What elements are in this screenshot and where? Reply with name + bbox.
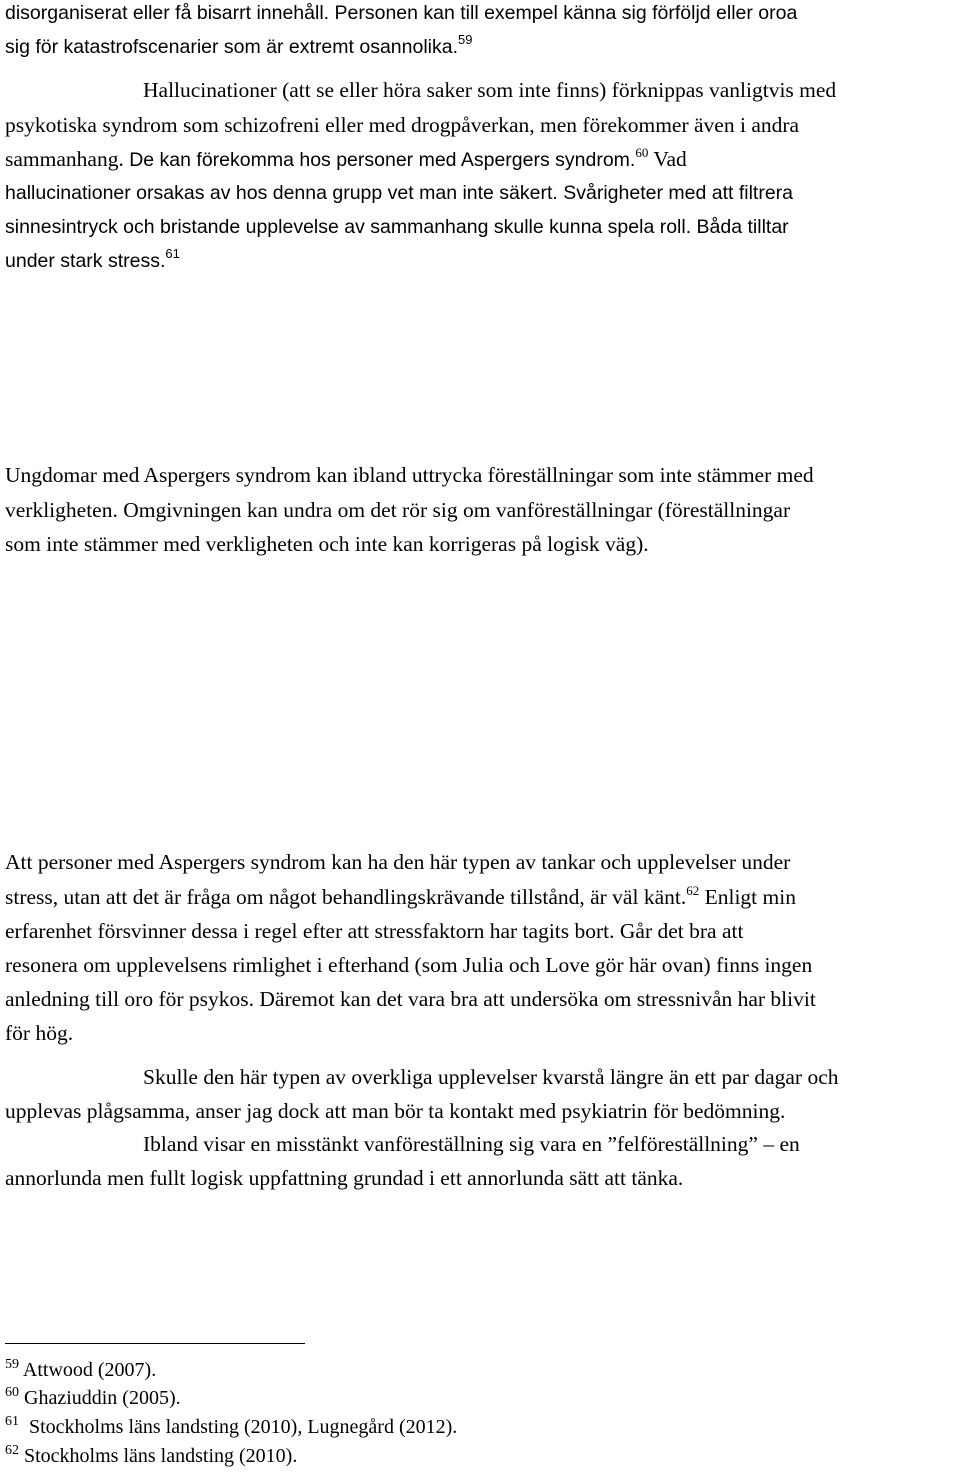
body-line: upplevas plågsamma, anser jag dock att man bör ta kontakt med psykiatrin för bedömning. (5, 1099, 786, 1123)
body-line (5, 884, 796, 913)
footnote-number: 61 (5, 1414, 19, 1429)
body-line: Hallucinationer (att se eller höra saker som inte finns) förknippas vanligtvis med (143, 78, 837, 102)
body-line (5, 248, 180, 276)
footnote-text: Ghaziuddin (2005). (19, 1387, 181, 1409)
footnote-number: 59 (5, 1357, 19, 1372)
footnote-text: Stockholms läns landsting (2010). (19, 1445, 298, 1467)
body-line: anledning till oro för psykos. Däremot kan det vara bra att undersöka om stressnivån har blivit (5, 987, 816, 1011)
footnote-ref: 60 (635, 145, 649, 160)
body-line: verkligheten. Omgivningen kan undra om det rör sig om vanföreställningar (föreställningar (5, 498, 791, 522)
footnote-text: Attwood (2007). (19, 1359, 157, 1381)
body-text: under stark stress. (5, 250, 166, 272)
body-text: Vad (648, 147, 687, 171)
body-text: stress, utan att det är fråga om något behandlingskrävande tillstånd, är väl känt. (5, 885, 687, 909)
body-text: De kan förekomma hos personer med Aspergers syndrom. (129, 149, 636, 171)
body-line: annorlunda men fullt logisk uppfattning grundad i ett annorlunda sätt att tänka. (5, 1166, 684, 1190)
body-line: Ibland visar en misstänkt vanföreställning sig vara en ”felföreställning” – en (143, 1132, 800, 1156)
footnote (5, 1444, 297, 1471)
body-line: Ungdomar med Aspergers syndrom kan ibland uttrycka föreställningar som inte stämmer med (5, 463, 814, 487)
footnote-number: 62 (5, 1443, 19, 1458)
body-line: psykotiska syndrom som schizofreni eller med drogpåverkan, men förekommer även i andra (5, 113, 800, 137)
footnote-ref: 62 (686, 883, 700, 898)
body-line: Skulle den här typen av overkliga upplevelser kvarstå längre än ett par dagar och (143, 1065, 839, 1089)
footnote (5, 1415, 457, 1442)
body-line: resonera om upplevelsens rimlighet i efterhand (som Julia och Love gör här ovan) finns ingen (5, 953, 813, 977)
footnote-number: 60 (5, 1385, 19, 1400)
body-line: disorganiserat eller få bisarrt innehåll. Personen kan till exempel känna sig förföljd eller oroa (5, 2, 798, 24)
body-line: hallucinationer orsakas av hos denna grupp vet man inte säkert. Svårigheter med att filtrera (5, 182, 794, 204)
body-line: sinnesintryck och bristande upplevelse av sammanhang skulle kunna spela roll. Båda tilltar (5, 216, 789, 238)
body-line: Att personer med Aspergers syndrom kan ha den här typen av tankar och upplevelser under (5, 850, 791, 874)
body-text: sammanhang. (5, 147, 130, 171)
footnote (5, 1386, 181, 1413)
body-line: som inte stämmer med verkligheten och inte kan korrigeras på logisk väg). (5, 532, 649, 556)
body-text: Enligt min (699, 885, 796, 909)
footnote-ref: 59 (458, 32, 473, 47)
body-text: sig för katastrofscenarier som är extremt osannolika. (5, 36, 459, 58)
body-line: erfarenhet försvinner dessa i regel efter att stressfaktorn har tagits bort. Går det bra att (5, 919, 744, 943)
body-line (5, 34, 472, 62)
footnote (5, 1358, 156, 1385)
footnote-text: Stockholms läns landsting (2010), Lugnegård (2012). (19, 1416, 458, 1438)
footnote-divider (5, 1343, 305, 1344)
body-line (5, 146, 687, 175)
body-line: för hög. (5, 1021, 74, 1045)
footnote-ref: 61 (165, 246, 180, 261)
